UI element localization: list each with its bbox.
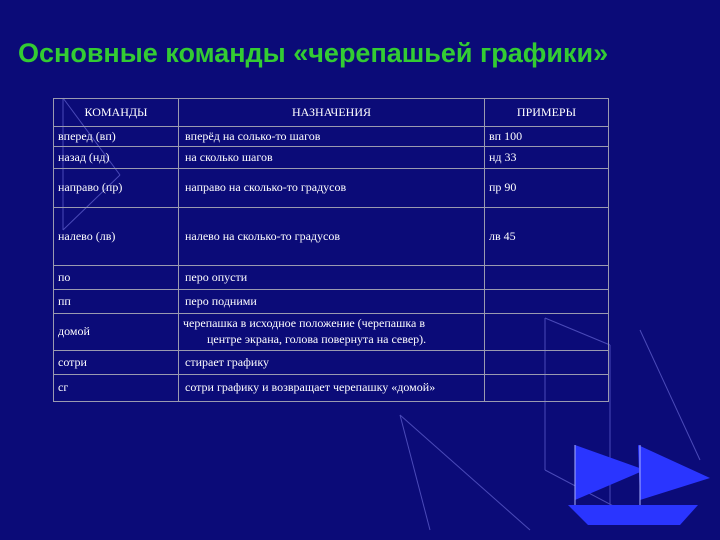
command-cell: по [54,266,179,290]
command-cell: сг [54,375,179,402]
example-cell: лв 45 [485,208,609,266]
example-cell: пр 90 [485,169,609,208]
purpose-cell: налево на сколько-то градусов [179,208,485,266]
purpose-cell [179,314,485,351]
table-row [54,351,609,375]
example-cell: нд 33 [485,147,609,169]
example-cell [485,266,609,290]
command-cell: домой [54,314,179,351]
sail-right [638,445,710,500]
purpose-line: черепашка в исходное положение (черепашка в [183,316,425,331]
deco-line [640,330,700,460]
purpose-cell: стирает графику [179,351,485,375]
table-row [54,169,609,208]
command-cell: пп [54,290,179,314]
example-cell [485,314,609,351]
purpose-cell: перо опусти [179,266,485,290]
table-row [54,290,609,314]
header-examples: ПРИМЕРЫ [485,99,609,127]
purpose-cell: сотри графику и возвращает черепашку «домой» [179,375,485,402]
purpose-cell: на сколько шагов [179,147,485,169]
table-row [54,375,609,402]
commands-table [53,98,609,402]
table-row [54,208,609,266]
table-row [54,266,609,290]
example-cell [485,375,609,402]
command-cell: вперед (вп) [54,127,179,147]
table-row [54,314,609,351]
example-cell [485,351,609,375]
deco-line [400,415,530,530]
table-row [54,127,609,147]
table-header-row [54,99,609,127]
purpose-cell: вперёд на солько-то шагов [179,127,485,147]
header-commands: КОМАНДЫ [54,99,179,127]
example-cell [485,290,609,314]
header-purposes: НАЗНАЧЕНИЯ [179,99,485,127]
command-cell: налево (лв) [54,208,179,266]
purpose-cell: направо на сколько-то градусов [179,169,485,208]
command-cell: направо (пр) [54,169,179,208]
command-cell: назад (нд) [54,147,179,169]
example-cell: вп 100 [485,127,609,147]
purpose-line: центре экрана, голова повернута на север). [207,332,427,346]
sailboat-icon [568,445,710,525]
table-row [54,147,609,169]
hull [568,505,698,525]
deco-line [400,415,430,530]
slide-title: Основные команды «черепашьей графики» [18,38,609,68]
purpose-cell: перо подними [179,290,485,314]
command-cell: сотри [54,351,179,375]
